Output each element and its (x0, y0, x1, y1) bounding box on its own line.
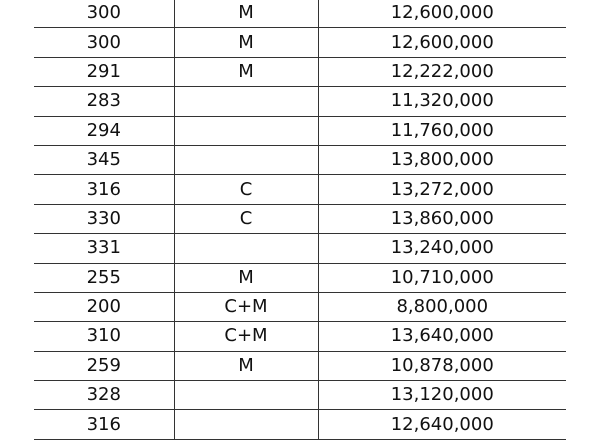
amount-cell: 13,120,000 (318, 381, 566, 410)
amount-cell: 12,600,000 (318, 28, 566, 57)
table-row (34, 87, 566, 116)
table-row (34, 204, 566, 233)
mark-cell: M (174, 351, 318, 380)
amount-cell: 13,272,000 (318, 175, 566, 204)
table-row (34, 381, 566, 410)
amount-cell: 10,878,000 (318, 351, 566, 380)
table-row (34, 175, 566, 204)
number-cell: 310 (34, 322, 174, 351)
number-cell: 316 (34, 410, 174, 439)
table-row (34, 410, 566, 439)
number-cell: 331 (34, 234, 174, 263)
table-row (34, 57, 566, 86)
table-row (34, 116, 566, 145)
number-cell: 294 (34, 116, 174, 145)
amount-cell: 12,222,000 (318, 57, 566, 86)
number-cell: 259 (34, 351, 174, 380)
amount-cell: 8,800,000 (318, 292, 566, 321)
number-cell: 300 (34, 0, 174, 28)
table-row (34, 292, 566, 321)
mark-cell: C (174, 204, 318, 233)
number-cell: 283 (34, 87, 174, 116)
mark-cell (174, 87, 318, 116)
amount-cell: 12,640,000 (318, 410, 566, 439)
table-row (34, 351, 566, 380)
mark-cell: M (174, 263, 318, 292)
mark-cell: M (174, 0, 318, 28)
table-row (34, 145, 566, 174)
table-row (34, 28, 566, 57)
amount-cell: 11,320,000 (318, 87, 566, 116)
mark-cell: C (174, 175, 318, 204)
amount-cell: 10,710,000 (318, 263, 566, 292)
data-table (34, 0, 566, 440)
mark-cell (174, 116, 318, 145)
amount-cell: 13,640,000 (318, 322, 566, 351)
number-cell: 330 (34, 204, 174, 233)
amount-cell: 13,800,000 (318, 145, 566, 174)
table-row (34, 322, 566, 351)
mark-cell (174, 410, 318, 439)
number-cell: 291 (34, 57, 174, 86)
amount-cell: 12,600,000 (318, 0, 566, 28)
table-row (34, 263, 566, 292)
number-cell: 300 (34, 28, 174, 57)
number-cell: 345 (34, 145, 174, 174)
amount-cell: 11,760,000 (318, 116, 566, 145)
table-body (34, 0, 566, 439)
mark-cell (174, 381, 318, 410)
amount-cell: 13,860,000 (318, 204, 566, 233)
number-cell: 255 (34, 263, 174, 292)
mark-cell (174, 145, 318, 174)
number-cell: 200 (34, 292, 174, 321)
amount-cell: 13,240,000 (318, 234, 566, 263)
mark-cell: M (174, 57, 318, 86)
mark-cell (174, 234, 318, 263)
mark-cell: C+M (174, 292, 318, 321)
number-cell: 328 (34, 381, 174, 410)
table-row (34, 234, 566, 263)
table-row (34, 0, 566, 28)
mark-cell: M (174, 28, 318, 57)
number-cell: 316 (34, 175, 174, 204)
mark-cell: C+M (174, 322, 318, 351)
